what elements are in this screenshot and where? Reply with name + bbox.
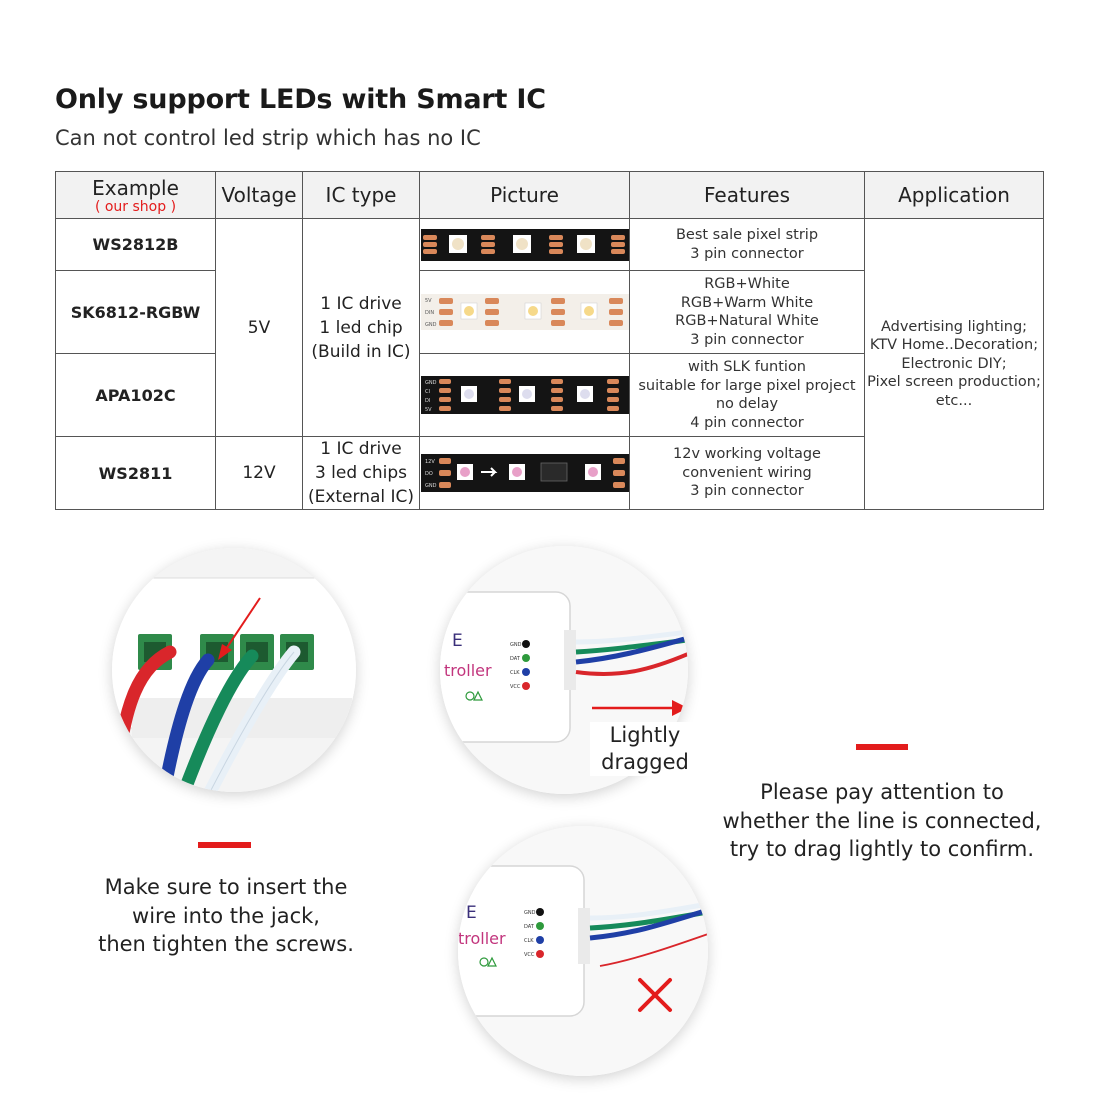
note-line: Please pay attention to: [760, 780, 1004, 804]
controller-pin-vcc: VCC: [524, 952, 535, 958]
strip-label-5v: 5V: [424, 407, 432, 413]
header-example-sub: ( our shop ): [94, 198, 177, 215]
ic-type-line: 3 led chips: [314, 463, 408, 483]
drag-label-line: Lightly: [609, 723, 681, 747]
note-line: Make sure to insert the: [104, 875, 348, 899]
header-voltage: Voltage: [216, 172, 303, 219]
note-line: whether the line is connected,: [722, 808, 1042, 833]
ic-type-line: 1 led chip: [319, 317, 403, 338]
application-line: Advertising lighting;: [880, 318, 1028, 335]
features-ws2812b: [630, 219, 865, 271]
attention-note: [700, 778, 1064, 864]
feature-line: RGB+White: [704, 276, 790, 292]
feature-line: RGB+Warm White: [680, 294, 814, 311]
features-ws2811: [630, 437, 865, 510]
strip-picture-ws2812b: [420, 219, 630, 271]
application-line: Pixel screen production;: [867, 374, 1041, 391]
application-cell: [865, 219, 1044, 510]
controller-letter: E: [466, 903, 477, 923]
feature-line: Best sale pixel strip: [675, 227, 819, 243]
controller-pin-vcc: VCC: [510, 684, 521, 690]
feature-line: RGB+Natural White: [675, 313, 819, 329]
controller-disconnected-illustration: [458, 826, 708, 1076]
note-line: then tighten the screws.: [98, 932, 354, 956]
strip-label-do: DO: [424, 471, 433, 477]
feature-line: 12v working voltage: [673, 446, 821, 463]
features-sk6812-rgbw: [630, 271, 865, 354]
model-ws2812b: WS2812B: [56, 219, 216, 271]
strip-picture-sk6812: [420, 271, 630, 354]
model-ws2811: WS2811: [56, 437, 216, 510]
voltage-5v: 5V: [216, 219, 303, 437]
strip-label-ci: CI: [424, 389, 430, 395]
header-example-label: Example: [92, 175, 179, 200]
led-strip-image: [421, 223, 629, 267]
ic-type-line: 1 IC drive: [320, 293, 402, 314]
controller-pin-clk: CLK: [524, 938, 534, 944]
strip-picture-ws2811: [420, 437, 630, 510]
feature-line: 3 pin connector: [690, 483, 804, 500]
page-title: Only support LEDs with Smart IC: [55, 84, 546, 115]
controller-word: troller: [458, 929, 506, 948]
ic-type-line: (Build in IC): [311, 341, 411, 362]
strip-label-gnd: GND: [424, 322, 436, 328]
model-apa102c: APA102C: [56, 354, 216, 437]
feature-line: convenient wiring: [682, 464, 812, 481]
led-strip-image: [421, 289, 629, 335]
strip-label-5v: 5V: [424, 298, 432, 304]
led-spec-table: [55, 171, 1044, 510]
header-features: Features: [630, 172, 865, 219]
strip-label-12v: 12V: [424, 459, 435, 465]
insert-wire-note: [66, 873, 386, 959]
ic-type-line: 1 IC drive: [320, 439, 402, 459]
note-line: try to drag lightly to confirm.: [729, 837, 1035, 861]
note-line: wire into the jack,: [132, 903, 320, 928]
led-strip-image: [421, 373, 629, 417]
voltage-12v: 12V: [216, 437, 303, 510]
terminal-block-illustration: [112, 548, 356, 792]
strip-label-di: DI: [424, 398, 430, 404]
lightly-dragged-label: [590, 722, 700, 776]
header-ic-type: IC type: [303, 172, 420, 219]
feature-line: 4 pin connector: [690, 414, 804, 431]
strip-label-din: DIN: [424, 310, 434, 316]
controller-letter: E: [452, 631, 463, 651]
application-line: etc...: [935, 392, 973, 409]
feature-line: no delay: [715, 396, 779, 412]
strip-label-gnd: GND: [424, 483, 436, 489]
controller-pin-gnd: GND: [510, 642, 522, 648]
controller-pin-gnd: GND: [524, 910, 536, 916]
model-sk6812-rgbw: SK6812-RGBW: [56, 271, 216, 354]
feature-line: 3 pin connector: [690, 331, 804, 348]
strip-picture-apa102c: [420, 354, 630, 437]
header-application: Application: [865, 172, 1044, 219]
table-header-row: [56, 172, 1044, 219]
drag-label-line: dragged: [601, 750, 689, 774]
ic-type-12v: [303, 437, 420, 510]
header-picture: Picture: [420, 172, 630, 219]
red-dash-divider: [198, 842, 251, 848]
controller-pin-clk: CLK: [510, 670, 520, 676]
red-dash-divider: [856, 744, 908, 750]
feature-line: 3 pin connector: [690, 245, 804, 262]
strip-label-gnd: GND: [424, 380, 436, 386]
table-row: [56, 219, 1044, 271]
feature-line: with SLK funtion: [687, 359, 807, 375]
feature-line: suitable for large pixel project: [638, 377, 856, 394]
application-line: KTV Home..Decoration;: [869, 337, 1039, 354]
page-subtitle: Can not control led strip which has no IC: [55, 126, 481, 150]
header-example: [56, 172, 216, 219]
led-strip-image: [421, 448, 629, 498]
ic-type-5v: [303, 219, 420, 437]
terminal-block-photo: [112, 548, 356, 792]
controller-word: troller: [444, 661, 492, 680]
controller-disconnected-photo: [458, 826, 708, 1076]
features-apa102c: [630, 354, 865, 437]
controller-pin-dat: DAT: [524, 924, 534, 930]
controller-pin-dat: DAT: [510, 656, 520, 662]
application-line: Electronic DIY;: [901, 355, 1007, 372]
ic-type-line: (External IC): [307, 487, 415, 507]
